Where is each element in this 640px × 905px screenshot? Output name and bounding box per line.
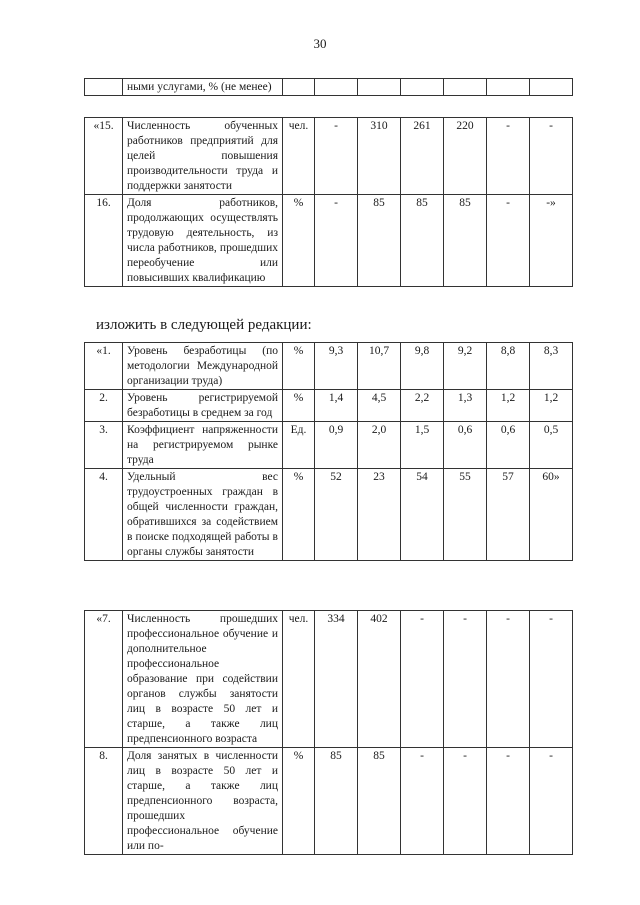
value-cell: 310 [358,118,401,195]
table-row [85,748,573,855]
value-cell: 60» [530,469,573,561]
value-cell: - [315,118,358,195]
value-cell: 0,9 [315,422,358,469]
table-row [85,79,573,96]
value-cell: 52 [315,469,358,561]
value-cell: 85 [358,195,401,287]
table-row [85,469,573,561]
value-cell [530,79,573,96]
value-cell: -» [530,195,573,287]
row-number-cell: 3. [85,422,123,469]
row-number-cell [85,79,123,96]
row-number-cell: 16. [85,195,123,287]
table-old-rows [84,117,573,287]
unit-cell: % [283,390,315,422]
value-cell: 54 [401,469,444,561]
value-cell: - [401,748,444,855]
indicator-name-cell: Уровень регистрируемой безработицы в среднем за год [123,390,283,422]
value-cell: - [487,195,530,287]
unit-cell: чел. [283,611,315,748]
value-cell: 1,2 [487,390,530,422]
indicator-name-cell: Численность обученных работников предприятий для целей повышения производительности труда и поддержки занятости [123,118,283,195]
indicator-name-cell: Удельный вес трудоустроенных граждан в общей численности граждан, обратившихся за содействием в поиске подходящей работы в органы службы занятости [123,469,283,561]
indicator-name-cell: Уровень безработицы (по методологии Международной организации труда) [123,343,283,390]
table-new-rows-1 [84,342,573,561]
unit-cell: Ед. [283,422,315,469]
intro-text: изложить в следующей редакции: [96,317,312,333]
value-cell: - [530,118,573,195]
unit-cell: % [283,195,315,287]
row-number-cell: «1. [85,343,123,390]
table-row [85,611,573,748]
row-number-cell: 8. [85,748,123,855]
table-row [85,343,573,390]
value-cell: 2,0 [358,422,401,469]
value-cell: 1,5 [401,422,444,469]
row-number-cell: «15. [85,118,123,195]
value-cell: 85 [401,195,444,287]
unit-cell: % [283,469,315,561]
value-cell [401,79,444,96]
page-number: 30 [313,36,327,51]
indicator-name-cell: Коэффициент напряженности на регистрируемом рынке труда [123,422,283,469]
value-cell: - [444,611,487,748]
value-cell: - [444,748,487,855]
value-cell: 55 [444,469,487,561]
unit-cell: % [283,748,315,855]
row-number-cell: 4. [85,469,123,561]
value-cell: 9,3 [315,343,358,390]
unit-cell: чел. [283,118,315,195]
value-cell: - [530,611,573,748]
value-cell [358,79,401,96]
value-cell: - [315,195,358,287]
indicator-name-cell: ными услугами, % (не менее) [123,79,283,96]
table-continuation [84,78,573,96]
table-row [85,195,573,287]
indicator-name-cell: Доля работников, продолжающих осуществлять трудовую деятельность, из числа работников, прошедших переобучение или повысивших квалификацию [123,195,283,287]
value-cell: 0,5 [530,422,573,469]
value-cell: 85 [358,748,401,855]
value-cell: 1,2 [530,390,573,422]
value-cell: 220 [444,118,487,195]
value-cell: 334 [315,611,358,748]
value-cell: 402 [358,611,401,748]
value-cell [444,79,487,96]
value-cell: 0,6 [487,422,530,469]
value-cell: - [487,118,530,195]
value-cell: 23 [358,469,401,561]
indicator-name-cell: Численность прошедших профессиональное обучение и дополнительное профессиональное образование при содействии органов службы занятости лиц в возрасте 50 лет и старше, а также лиц предпенсионного возраста [123,611,283,748]
value-cell: 9,2 [444,343,487,390]
row-number-cell: «7. [85,611,123,748]
value-cell: 0,6 [444,422,487,469]
table-row [85,390,573,422]
value-cell: 9,8 [401,343,444,390]
value-cell: 8,3 [530,343,573,390]
value-cell: 1,4 [315,390,358,422]
table-row [85,422,573,469]
value-cell [315,79,358,96]
value-cell: 10,7 [358,343,401,390]
value-cell [487,79,530,96]
unit-cell: % [283,343,315,390]
indicator-name-cell: Доля занятых в численности лиц в возрасте 50 лет и старше, а также лиц предпенсионного возраста, прошедших профессиональное обучение или по- [123,748,283,855]
value-cell: - [487,748,530,855]
row-number-cell: 2. [85,390,123,422]
table-row [85,118,573,195]
value-cell: 85 [315,748,358,855]
value-cell: 85 [444,195,487,287]
value-cell: 8,8 [487,343,530,390]
value-cell: - [401,611,444,748]
value-cell: - [530,748,573,855]
value-cell: 261 [401,118,444,195]
table-new-rows-2 [84,610,573,855]
value-cell: 57 [487,469,530,561]
unit-cell [283,79,315,96]
value-cell: - [487,611,530,748]
value-cell: 1,3 [444,390,487,422]
value-cell: 4,5 [358,390,401,422]
value-cell: 2,2 [401,390,444,422]
